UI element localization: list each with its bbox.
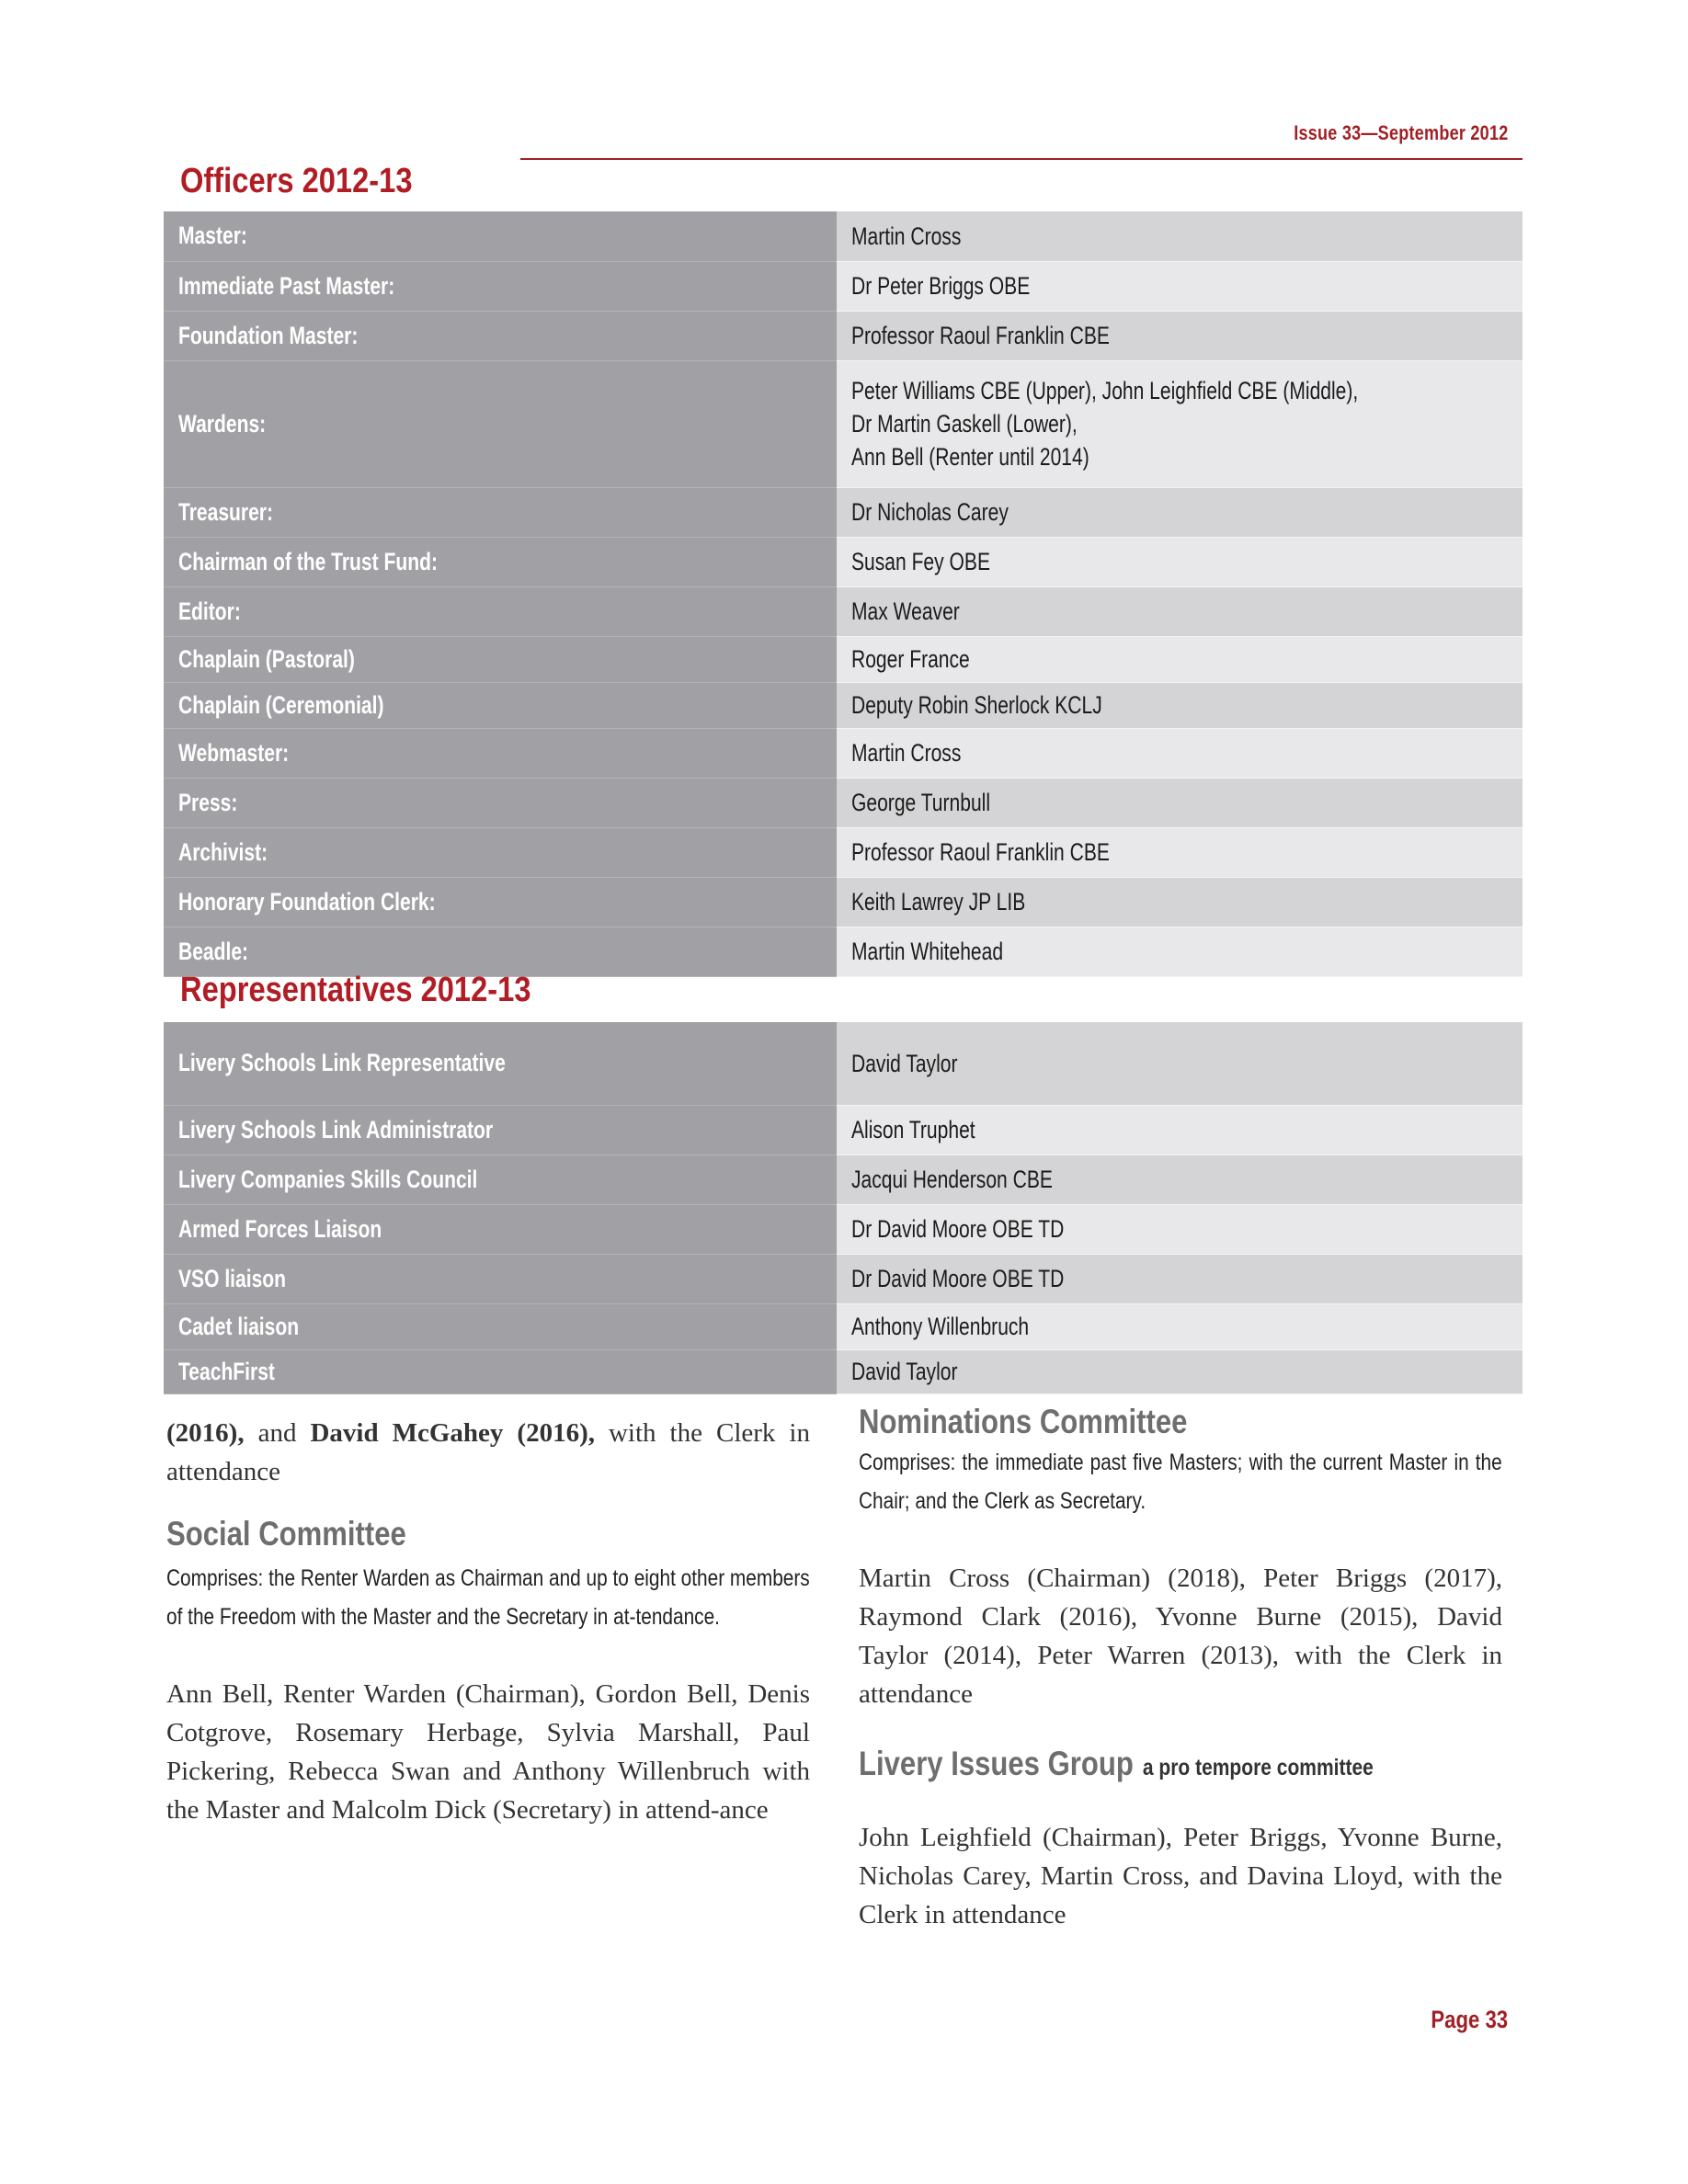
table-row bbox=[164, 1155, 1523, 1204]
representative-name: Jacqui Henderson CBE bbox=[851, 1166, 1053, 1193]
representative-role: TeachFirst bbox=[178, 1357, 275, 1385]
table-row bbox=[164, 487, 1523, 537]
officer-name: Martin Whitehead bbox=[851, 938, 1004, 965]
representative-name: Dr David Moore OBE TD bbox=[851, 1265, 1065, 1292]
table-row bbox=[164, 877, 1523, 927]
officer-role: Beadle: bbox=[178, 937, 249, 965]
officer-name: Professor Raoul Franklin CBE bbox=[851, 838, 1110, 866]
table-row bbox=[164, 636, 1523, 682]
officer-name: Deputy Robin Sherlock KCLJ bbox=[851, 691, 1102, 719]
officer-role: Chaplain (Pastoral) bbox=[178, 644, 355, 673]
officer-role: Press: bbox=[178, 788, 238, 816]
officer-role: Wardens: bbox=[178, 409, 267, 438]
table-row bbox=[164, 1204, 1523, 1254]
representative-role: Livery Companies Skills Council bbox=[178, 1165, 478, 1193]
header-rule bbox=[520, 158, 1523, 160]
officer-name: Peter Williams CBE (Upper), John Leighfield CBE (Middle), Dr Martin Gaskell (Lower), Ann Bell (Renter until 2014) bbox=[851, 377, 1359, 471]
year-label: (2016), bbox=[503, 1418, 595, 1448]
social-committee-heading: Social Committee bbox=[166, 1515, 406, 1553]
table-row bbox=[164, 1022, 1523, 1105]
table-row bbox=[164, 537, 1523, 586]
officer-name: George Turnbull bbox=[851, 789, 991, 816]
representative-role: Armed Forces Liaison bbox=[178, 1214, 382, 1243]
officer-role: Chairman of the Trust Fund: bbox=[178, 547, 438, 575]
officer-role: Chaplain (Ceremonial) bbox=[178, 690, 384, 719]
issue-header: Issue 33—September 2012 bbox=[1293, 121, 1508, 144]
livery-issues-members: John Leighfield (Chairman), Peter Briggs, Yvonne Burne, Nicholas Carey, Martin Cross, and Davina Lloyd, with the Clerk in attendance bbox=[859, 1823, 1502, 1929]
table-row bbox=[164, 682, 1523, 728]
officer-role: Honorary Foundation Clerk: bbox=[178, 887, 436, 916]
table-row bbox=[164, 728, 1523, 778]
representatives-table bbox=[164, 1022, 1523, 1394]
officer-name: Keith Lawrey JP LIB bbox=[851, 888, 1026, 916]
representative-name: David Taylor bbox=[851, 1358, 958, 1385]
continuation-text: with the Clerk in attendance bbox=[166, 1418, 810, 1486]
nominations-committee-description: Comprises: the immediate past five Masters; with the current Master in the Chair; and the Clerk as Secretary. bbox=[859, 1450, 1502, 1514]
left-column bbox=[166, 1414, 810, 1829]
officer-role: Archivist: bbox=[178, 837, 268, 866]
table-row bbox=[164, 1303, 1523, 1349]
table-row bbox=[164, 1349, 1523, 1393]
representative-name: Alison Truphet bbox=[851, 1116, 975, 1143]
page-number: Page 33 bbox=[1431, 2006, 1508, 2033]
member-name: David McGahey bbox=[310, 1418, 504, 1448]
table-row bbox=[164, 778, 1523, 827]
continued-paragraph bbox=[166, 1414, 810, 1491]
table-row bbox=[164, 211, 1523, 261]
officer-name: Dr Nicholas Carey bbox=[851, 498, 1009, 526]
table-row bbox=[164, 586, 1523, 636]
representative-role: VSO liaison bbox=[178, 1264, 287, 1292]
right-column bbox=[859, 1403, 1502, 1934]
table-row bbox=[164, 927, 1523, 976]
representative-role: Livery Schools Link Administrator bbox=[178, 1115, 494, 1143]
table-row bbox=[164, 1105, 1523, 1155]
officer-role: Editor: bbox=[178, 597, 241, 625]
officer-name: Susan Fey OBE bbox=[851, 548, 991, 575]
officer-role: Master: bbox=[178, 222, 247, 250]
officer-name: Martin Cross bbox=[851, 222, 962, 250]
officers-title: Officers 2012-13 bbox=[180, 162, 413, 200]
social-committee-members: Ann Bell, Renter Warden (Chairman), Gordon Bell, Denis Cotgrove, Rosemary Herbage, Sylvia Marshall, Paul Pickering, Rebecca Swan and Anthony Willenbruch with the Master and Malcolm Dick (Secretary) in attend-ance bbox=[166, 1679, 810, 1825]
officer-name: Martin Cross bbox=[851, 739, 962, 767]
social-committee-description: Comprises: the Renter Warden as Chairman and up to eight other members of the Freedom with the Master and the Secretary in at-tendance. bbox=[166, 1565, 810, 1630]
officer-role: Immediate Past Master: bbox=[178, 271, 395, 300]
officer-name: Dr Peter Briggs OBE bbox=[851, 272, 1031, 300]
conjunction: and bbox=[244, 1418, 311, 1448]
table-row bbox=[164, 360, 1523, 487]
officer-role: Foundation Master: bbox=[178, 321, 359, 349]
representative-name: Dr David Moore OBE TD bbox=[851, 1215, 1065, 1243]
table-row bbox=[164, 311, 1523, 360]
representative-name: Anthony Willenbruch bbox=[851, 1313, 1030, 1340]
officer-name: Max Weaver bbox=[851, 597, 960, 625]
officer-role: Webmaster: bbox=[178, 738, 290, 767]
representative-role: Livery Schools Link Representative bbox=[178, 1049, 506, 1077]
table-row bbox=[164, 1254, 1523, 1303]
livery-issues-heading bbox=[859, 1745, 1399, 1783]
representative-name: David Taylor bbox=[851, 1049, 958, 1077]
livery-issues-title: Livery Issues Group bbox=[859, 1745, 1134, 1782]
officer-role: Treasurer: bbox=[178, 497, 274, 526]
table-row bbox=[164, 261, 1523, 311]
officer-name: Roger France bbox=[851, 645, 970, 673]
representatives-title: Representatives 2012-13 bbox=[180, 971, 531, 1009]
year-label: (2016), bbox=[166, 1418, 245, 1448]
officer-name: Professor Raoul Franklin CBE bbox=[851, 322, 1110, 349]
representative-role: Cadet liaison bbox=[178, 1312, 300, 1340]
table-row bbox=[164, 827, 1523, 877]
nominations-committee-members: Martin Cross (Chairman) (2018), Peter Briggs (2017), Raymond Clark (2016), Yvonne Burne (2015), David Taylor (2014), Peter Warren (2013), with the Clerk in attendance bbox=[859, 1564, 1502, 1709]
livery-issues-subtitle: a pro tempore committee bbox=[1142, 1755, 1374, 1780]
nominations-committee-heading: Nominations Committee bbox=[859, 1403, 1188, 1440]
officers-table bbox=[164, 211, 1523, 977]
